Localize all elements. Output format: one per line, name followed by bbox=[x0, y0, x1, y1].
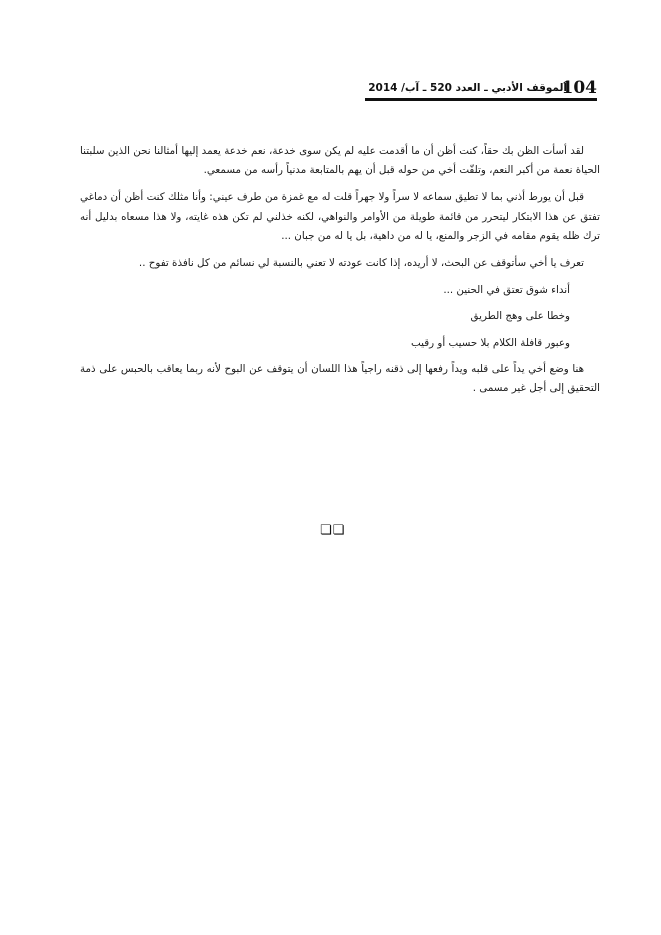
page-header bbox=[365, 78, 597, 102]
paragraph: قبل أن يورط أذني بما لا تطيق سماعه لا سراً ولا جهراً قلت له مع غمزة من طرف عيني: وأنا مثلك كنت أظن أن دماغي تفتق عن هذا الابتكار ليتحرر من قائمة طويلة من الأوامر والنواهي، لكنه خذلني لم تكن هذه غايته، ولا هذا مسعاه بدليل أنه ترك ظله يقوم مقامه في الزجر والمنع، يا له من داهية، بل يا له من جبان ... bbox=[80, 191, 600, 242]
header-rule bbox=[365, 98, 597, 101]
page-number: 104 bbox=[561, 78, 597, 98]
verse-line: وعبور قافلة الكلام بلا حسيب أو رقيب bbox=[411, 336, 570, 349]
article-body bbox=[80, 142, 600, 406]
running-head: الموقف الأدبي ـ العدد 520 ـ آب/ 2014 bbox=[368, 82, 567, 94]
end-of-article-mark: ❏❏ bbox=[320, 523, 346, 538]
paragraph: لقد أسأت الظن بك حقاً، كنت أظن أن ما أقدمت عليه لم يكن سوى خدعة، نعم خدعة يعمد إليها أمثالنا نحن الذين سلبتنا الحياة نعمة من أكبر النعم، وتلفّت أخي من حوله قبل أن يهم بالمتابعة مدنياً رأسه من مسمعي. bbox=[80, 145, 600, 177]
paragraph: هنا وضع أخي يداً على قلبه ويداً رفعها إلى ذقنه راجياً هذا اللسان أن يتوقف عن البوح لأنه ربما يعاقب بالحبس على ذمة التحقيق إلى أجل غير مسمى . bbox=[80, 362, 600, 395]
verse-line: أنداء شوق تعتق في الحنين ... bbox=[443, 284, 570, 297]
paragraph: تعرف يا أخي سأتوقف عن البحث، لا أريده، إذا كانت عودته لا تعني بالنسبة لي نسائم من كل نافذة تفوح .. bbox=[138, 257, 584, 270]
verse-line: وخطا على وهج الطريق bbox=[470, 310, 570, 323]
